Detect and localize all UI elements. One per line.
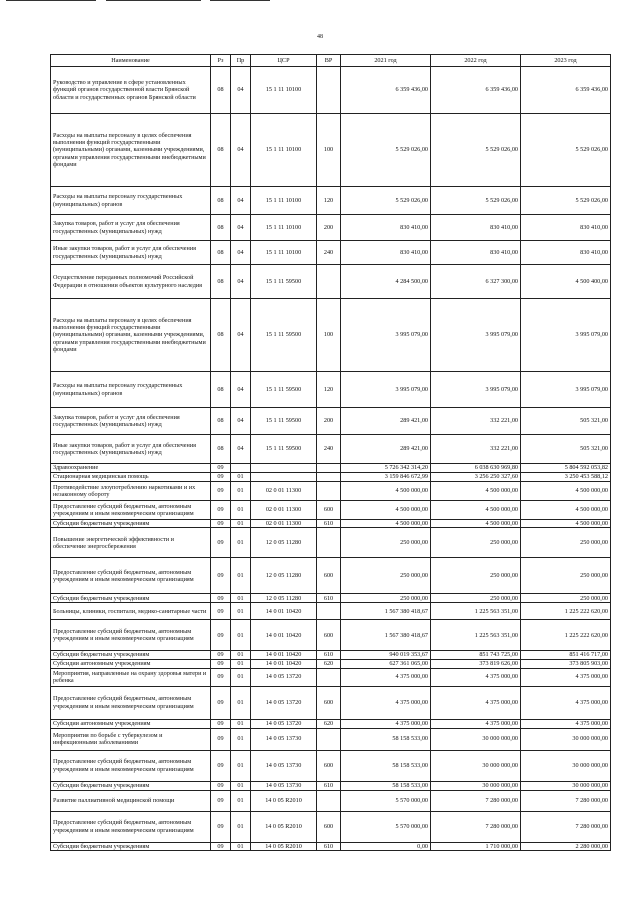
cell-rz: 09 <box>211 651 231 659</box>
cell-pr: 01 <box>231 728 251 750</box>
cell-y2022: 332 221,00 <box>431 408 521 435</box>
table-row <box>51 215 611 241</box>
table-row <box>51 501 611 520</box>
cell-name: Осуществление переданных полномочий Российской Федерации в отношении объектов культурного наследия <box>51 265 211 299</box>
cell-y2022: 830 410,00 <box>431 241 521 265</box>
col-header-2022: 2022 год <box>431 55 521 67</box>
cell-name: Закупка товаров, работ и услуг для обеспечения государственных (муниципальных) нужд <box>51 408 211 435</box>
table-row <box>51 435 611 464</box>
cell-pr: 01 <box>231 781 251 790</box>
cell-y2022: 30 000 000,00 <box>431 728 521 750</box>
cell-vr: 120 <box>317 372 341 408</box>
cell-y2021: 4 375 000,00 <box>341 668 431 686</box>
cell-pr: 04 <box>231 215 251 241</box>
cell-name: Предоставление субсидий бюджетным, автономным учреждениям и иным некоммерческим организациям <box>51 620 211 651</box>
cell-vr: 610 <box>317 594 341 603</box>
cell-pr: 01 <box>231 501 251 520</box>
cell-csr: 14 0 05 13730 <box>251 750 317 781</box>
cell-y2023: 4 375 000,00 <box>521 719 611 728</box>
cell-vr: 610 <box>317 651 341 659</box>
col-header-pr: Пр <box>231 55 251 67</box>
cell-y2023: 5 529 026,00 <box>521 114 611 187</box>
cell-rz: 09 <box>211 473 231 482</box>
cell-y2021: 4 500 000,00 <box>341 520 431 528</box>
table-row <box>51 265 611 299</box>
cell-vr: 240 <box>317 435 341 464</box>
cell-rz: 09 <box>211 842 231 850</box>
cell-y2023: 4 500 000,00 <box>521 501 611 520</box>
table-row <box>51 668 611 686</box>
cell-rz: 08 <box>211 408 231 435</box>
cell-pr: 01 <box>231 473 251 482</box>
cell-csr: 14 0 05 13720 <box>251 668 317 686</box>
table-row <box>51 299 611 372</box>
cell-y2022: 1 225 563 351,00 <box>431 620 521 651</box>
cell-y2022: 250 000,00 <box>431 558 521 594</box>
cell-y2022: 4 375 000,00 <box>431 719 521 728</box>
table-row <box>51 790 611 811</box>
cell-rz: 09 <box>211 719 231 728</box>
cell-y2023: 30 000 000,00 <box>521 781 611 790</box>
cell-rz: 09 <box>211 750 231 781</box>
cell-pr: 01 <box>231 651 251 659</box>
table-row <box>51 781 611 790</box>
cell-csr: 15 1 11 59500 <box>251 435 317 464</box>
cell-y2022: 1 710 000,00 <box>431 842 521 850</box>
cell-rz: 09 <box>211 811 231 842</box>
cell-rz: 08 <box>211 215 231 241</box>
cell-pr: 01 <box>231 668 251 686</box>
cell-vr: 610 <box>317 781 341 790</box>
cell-name: Противодействие злоупотреблению наркотиками и их незаконному обороту <box>51 482 211 501</box>
cell-rz: 09 <box>211 594 231 603</box>
cell-y2022: 7 280 000,00 <box>431 790 521 811</box>
col-header-vr: ВР <box>317 55 341 67</box>
cell-y2022: 4 500 000,00 <box>431 520 521 528</box>
cell-y2022: 4 500 000,00 <box>431 482 521 501</box>
cell-vr: 620 <box>317 659 341 668</box>
cell-pr: 04 <box>231 241 251 265</box>
cell-y2021: 4 500 000,00 <box>341 501 431 520</box>
cell-y2022: 4 500 000,00 <box>431 501 521 520</box>
cell-name: Предоставление субсидий бюджетным, автономным учреждениям и иным некоммерческим организациям <box>51 686 211 719</box>
table-row <box>51 464 611 473</box>
cell-rz: 08 <box>211 372 231 408</box>
cell-name: Субсидии бюджетным учреждениям <box>51 842 211 850</box>
cell-csr: 14 0 05 13730 <box>251 781 317 790</box>
cell-y2021: 5 726 342 314,20 <box>341 464 431 473</box>
cell-rz: 09 <box>211 482 231 501</box>
cell-rz: 08 <box>211 435 231 464</box>
cell-y2023: 505 321,00 <box>521 408 611 435</box>
scan-line <box>210 0 270 6</box>
cell-pr: 04 <box>231 435 251 464</box>
cell-pr: 04 <box>231 408 251 435</box>
cell-rz: 09 <box>211 558 231 594</box>
cell-name: Иные закупки товаров, работ и услуг для обеспечения государственных (муниципальных) нужд <box>51 241 211 265</box>
cell-y2023: 830 410,00 <box>521 241 611 265</box>
cell-y2022: 250 000,00 <box>431 528 521 558</box>
cell-y2022: 3 995 079,00 <box>431 372 521 408</box>
cell-rz: 09 <box>211 790 231 811</box>
cell-rz: 09 <box>211 603 231 620</box>
cell-name: Развитие паллиативной медицинской помощи <box>51 790 211 811</box>
cell-rz: 09 <box>211 501 231 520</box>
cell-y2022: 6 327 300,00 <box>431 265 521 299</box>
cell-vr: 600 <box>317 750 341 781</box>
page-number: 48 <box>317 34 323 40</box>
table-row <box>51 408 611 435</box>
cell-y2021: 250 000,00 <box>341 528 431 558</box>
cell-vr: 240 <box>317 241 341 265</box>
cell-y2022: 4 375 000,00 <box>431 668 521 686</box>
table-row <box>51 528 611 558</box>
cell-y2021: 58 158 533,00 <box>341 781 431 790</box>
cell-rz: 08 <box>211 241 231 265</box>
table-row <box>51 750 611 781</box>
cell-y2022: 7 280 000,00 <box>431 811 521 842</box>
cell-y2023: 3 995 079,00 <box>521 299 611 372</box>
cell-csr <box>251 464 317 473</box>
cell-y2021: 627 361 065,00 <box>341 659 431 668</box>
cell-y2023: 5 529 026,00 <box>521 187 611 215</box>
cell-y2021: 4 284 500,00 <box>341 265 431 299</box>
cell-y2023: 3 250 453 588,12 <box>521 473 611 482</box>
cell-rz: 08 <box>211 187 231 215</box>
cell-y2023: 505 321,00 <box>521 435 611 464</box>
cell-rz: 09 <box>211 659 231 668</box>
cell-rz: 09 <box>211 728 231 750</box>
cell-y2022: 250 000,00 <box>431 594 521 603</box>
cell-vr: 200 <box>317 408 341 435</box>
cell-csr: 14 0 05 13720 <box>251 686 317 719</box>
cell-pr: 04 <box>231 299 251 372</box>
cell-name: Стационарная медицинская помощь <box>51 473 211 482</box>
cell-y2022: 3 995 079,00 <box>431 299 521 372</box>
cell-name: Субсидии бюджетным учреждениям <box>51 594 211 603</box>
cell-vr: 100 <box>317 114 341 187</box>
cell-pr: 01 <box>231 558 251 594</box>
cell-rz: 09 <box>211 528 231 558</box>
cell-rz: 09 <box>211 781 231 790</box>
cell-y2023: 4 375 000,00 <box>521 668 611 686</box>
col-header-name: Наименование <box>51 55 211 67</box>
cell-name: Расходы на выплаты персоналу государственных (муниципальных) органов <box>51 187 211 215</box>
budget-table <box>50 54 611 851</box>
cell-pr: 01 <box>231 528 251 558</box>
col-header-2023: 2023 год <box>521 55 611 67</box>
table-row <box>51 603 611 620</box>
cell-y2023: 4 500 000,00 <box>521 482 611 501</box>
cell-pr: 01 <box>231 659 251 668</box>
cell-y2023: 30 000 000,00 <box>521 728 611 750</box>
table-row <box>51 558 611 594</box>
cell-rz: 08 <box>211 299 231 372</box>
cell-pr: 04 <box>231 67 251 114</box>
cell-name: Субсидии бюджетным учреждениям <box>51 651 211 659</box>
cell-csr: 14 0 05 R2010 <box>251 811 317 842</box>
cell-pr: 01 <box>231 750 251 781</box>
cell-y2022: 332 221,00 <box>431 435 521 464</box>
cell-y2023: 250 000,00 <box>521 558 611 594</box>
cell-pr: 01 <box>231 719 251 728</box>
cell-name: Больницы, клиники, госпитали, медико-санитарные части <box>51 603 211 620</box>
cell-name: Закупка товаров, работ и услуг для обеспечения государственных (муниципальных) нужд <box>51 215 211 241</box>
cell-csr: 15 1 11 10100 <box>251 187 317 215</box>
cell-name: Субсидии бюджетным учреждениям <box>51 520 211 528</box>
cell-csr: 14 0 05 13720 <box>251 719 317 728</box>
cell-pr: 04 <box>231 265 251 299</box>
cell-pr: 04 <box>231 114 251 187</box>
cell-csr: 12 0 05 11280 <box>251 558 317 594</box>
cell-vr <box>317 473 341 482</box>
cell-name: Предоставление субсидий бюджетным, автономным учреждениям и иным некоммерческим организациям <box>51 811 211 842</box>
table-row <box>51 811 611 842</box>
cell-y2021: 830 410,00 <box>341 241 431 265</box>
table-row <box>51 372 611 408</box>
cell-y2021: 1 567 380 418,67 <box>341 620 431 651</box>
cell-y2022: 6 359 436,00 <box>431 67 521 114</box>
table-row <box>51 659 611 668</box>
scan-line <box>6 0 96 6</box>
cell-pr: 01 <box>231 620 251 651</box>
scan-top-edge <box>0 0 640 12</box>
cell-rz: 09 <box>211 620 231 651</box>
cell-csr: 14 0 05 R2010 <box>251 842 317 850</box>
cell-rz: 09 <box>211 464 231 473</box>
cell-csr <box>251 473 317 482</box>
cell-csr: 15 1 11 10100 <box>251 215 317 241</box>
cell-y2023: 250 000,00 <box>521 594 611 603</box>
table-row <box>51 114 611 187</box>
cell-name: Расходы на выплаты персоналу государственных (муниципальных) органов <box>51 372 211 408</box>
cell-y2022: 30 000 000,00 <box>431 750 521 781</box>
cell-csr: 14 0 05 13730 <box>251 728 317 750</box>
table-row <box>51 842 611 850</box>
table-row <box>51 67 611 114</box>
cell-y2023: 30 000 000,00 <box>521 750 611 781</box>
cell-y2022: 6 038 630 969,80 <box>431 464 521 473</box>
cell-rz: 09 <box>211 686 231 719</box>
cell-csr: 02 0 01 11300 <box>251 482 317 501</box>
cell-y2023: 1 225 222 620,00 <box>521 603 611 620</box>
cell-vr: 610 <box>317 842 341 850</box>
table-row <box>51 686 611 719</box>
cell-y2022: 4 375 000,00 <box>431 686 521 719</box>
col-header-2021: 2021 год <box>341 55 431 67</box>
cell-rz: 08 <box>211 265 231 299</box>
cell-y2021: 940 019 353,67 <box>341 651 431 659</box>
cell-csr: 15 1 11 59500 <box>251 372 317 408</box>
cell-csr: 15 1 11 10100 <box>251 241 317 265</box>
cell-name: Иные закупки товаров, работ и услуг для обеспечения государственных (муниципальных) нужд <box>51 435 211 464</box>
cell-vr <box>317 67 341 114</box>
cell-y2021: 289 421,00 <box>341 435 431 464</box>
cell-name: Субсидии автономным учреждениям <box>51 719 211 728</box>
cell-pr: 04 <box>231 372 251 408</box>
cell-name: Предоставление субсидий бюджетным, автономным учреждениям и иным некоммерческим организациям <box>51 750 211 781</box>
cell-y2021: 289 421,00 <box>341 408 431 435</box>
cell-y2021: 4 375 000,00 <box>341 719 431 728</box>
cell-vr <box>317 603 341 620</box>
cell-name: Предоставление субсидий бюджетным, автономным учреждениям и иным некоммерческим организациям <box>51 501 211 520</box>
cell-pr: 01 <box>231 686 251 719</box>
table-header-row <box>51 55 611 67</box>
cell-y2022: 830 410,00 <box>431 215 521 241</box>
cell-vr: 600 <box>317 501 341 520</box>
cell-vr: 620 <box>317 719 341 728</box>
cell-pr: 01 <box>231 811 251 842</box>
table-row <box>51 728 611 750</box>
table-row <box>51 651 611 659</box>
cell-y2023: 1 225 222 620,00 <box>521 620 611 651</box>
cell-y2021: 250 000,00 <box>341 558 431 594</box>
cell-y2023: 250 000,00 <box>521 528 611 558</box>
cell-vr: 200 <box>317 215 341 241</box>
cell-csr: 02 0 01 11300 <box>251 501 317 520</box>
cell-name: Мероприятия по борьбе с туберкулезом и инфекционными заболеваниями <box>51 728 211 750</box>
cell-csr: 14 0 01 10420 <box>251 620 317 651</box>
cell-y2022: 5 529 026,00 <box>431 114 521 187</box>
cell-y2022: 1 225 563 351,00 <box>431 603 521 620</box>
cell-vr: 100 <box>317 299 341 372</box>
cell-name: Субсидии автономным учреждениям <box>51 659 211 668</box>
table-row <box>51 594 611 603</box>
table-row <box>51 520 611 528</box>
cell-vr <box>317 265 341 299</box>
cell-y2022: 3 256 250 327,60 <box>431 473 521 482</box>
cell-y2023: 7 280 000,00 <box>521 790 611 811</box>
table-row <box>51 241 611 265</box>
table-row <box>51 473 611 482</box>
cell-y2022: 851 743 725,00 <box>431 651 521 659</box>
cell-y2021: 4 375 000,00 <box>341 686 431 719</box>
cell-pr: 04 <box>231 187 251 215</box>
cell-vr <box>317 482 341 501</box>
cell-y2021: 0,00 <box>341 842 431 850</box>
cell-vr: 600 <box>317 686 341 719</box>
cell-csr: 02 0 01 11300 <box>251 520 317 528</box>
cell-vr: 120 <box>317 187 341 215</box>
cell-y2023: 4 500 400,00 <box>521 265 611 299</box>
cell-rz: 09 <box>211 520 231 528</box>
cell-name: Расходы на выплаты персоналу в целях обеспечения выполнения функций государственными (муниципальными) органами, казенными учреждениями, органами управления государственными внебюджетными фондами <box>51 299 211 372</box>
cell-vr <box>317 728 341 750</box>
cell-y2023: 5 804 592 053,82 <box>521 464 611 473</box>
cell-y2021: 4 500 000,00 <box>341 482 431 501</box>
cell-y2021: 3 159 846 672,99 <box>341 473 431 482</box>
table-row <box>51 482 611 501</box>
cell-rz: 08 <box>211 67 231 114</box>
cell-y2022: 373 819 626,00 <box>431 659 521 668</box>
table-row <box>51 187 611 215</box>
cell-y2023: 851 416 717,00 <box>521 651 611 659</box>
cell-pr: 01 <box>231 603 251 620</box>
cell-csr: 14 0 01 10420 <box>251 651 317 659</box>
cell-vr <box>317 668 341 686</box>
cell-y2022: 30 000 000,00 <box>431 781 521 790</box>
cell-y2023: 3 995 079,00 <box>521 372 611 408</box>
cell-y2021: 58 158 533,00 <box>341 750 431 781</box>
cell-csr: 12 0 05 11280 <box>251 594 317 603</box>
col-header-csr: ЦСР <box>251 55 317 67</box>
cell-y2021: 1 567 380 418,67 <box>341 603 431 620</box>
cell-y2023: 4 500 000,00 <box>521 520 611 528</box>
table-row <box>51 719 611 728</box>
cell-name: Мероприятия, направленные на охрану здоровья матери и ребенка <box>51 668 211 686</box>
cell-y2021: 3 995 079,00 <box>341 299 431 372</box>
cell-y2021: 6 359 436,00 <box>341 67 431 114</box>
cell-pr: 01 <box>231 790 251 811</box>
cell-csr: 12 0 05 11280 <box>251 528 317 558</box>
cell-pr: 01 <box>231 482 251 501</box>
cell-y2023: 4 375 000,00 <box>521 686 611 719</box>
cell-rz: 09 <box>211 668 231 686</box>
cell-y2021: 58 158 533,00 <box>341 728 431 750</box>
cell-vr: 610 <box>317 520 341 528</box>
cell-y2023: 6 359 436,00 <box>521 67 611 114</box>
cell-csr: 15 1 11 10100 <box>251 67 317 114</box>
cell-csr: 15 1 11 59500 <box>251 265 317 299</box>
cell-pr: 01 <box>231 520 251 528</box>
scan-line <box>106 0 201 6</box>
cell-y2021: 250 000,00 <box>341 594 431 603</box>
cell-y2022: 5 529 026,00 <box>431 187 521 215</box>
cell-vr <box>317 464 341 473</box>
cell-name: Субсидии бюджетным учреждениям <box>51 781 211 790</box>
table-row <box>51 620 611 651</box>
cell-y2023: 7 280 000,00 <box>521 811 611 842</box>
cell-y2021: 5 529 026,00 <box>341 114 431 187</box>
cell-name: Предоставление субсидий бюджетным, автономным учреждениям и иным некоммерческим организациям <box>51 558 211 594</box>
cell-vr <box>317 528 341 558</box>
cell-csr: 14 0 05 R2010 <box>251 790 317 811</box>
cell-csr: 15 1 11 59500 <box>251 408 317 435</box>
cell-y2021: 3 995 079,00 <box>341 372 431 408</box>
cell-y2023: 373 805 903,00 <box>521 659 611 668</box>
cell-pr: 01 <box>231 842 251 850</box>
cell-rz: 08 <box>211 114 231 187</box>
cell-csr: 14 0 01 10420 <box>251 659 317 668</box>
cell-vr: 600 <box>317 620 341 651</box>
cell-csr: 14 0 01 10420 <box>251 603 317 620</box>
cell-y2021: 830 410,00 <box>341 215 431 241</box>
cell-vr <box>317 790 341 811</box>
cell-vr: 600 <box>317 811 341 842</box>
cell-csr: 15 1 11 59500 <box>251 299 317 372</box>
cell-pr <box>231 464 251 473</box>
cell-name: Руководство и управление в сфере установленных функций органов государственной власти Брянской области и государственных органов Брянской области <box>51 67 211 114</box>
cell-name: Расходы на выплаты персоналу в целях обеспечения выполнения функций государственными (муниципальными) органами, казенными учреждениями, органами управления государственными внебюджетными фондами <box>51 114 211 187</box>
cell-name: Здравоохранение <box>51 464 211 473</box>
col-header-rz: Рз <box>211 55 231 67</box>
cell-pr: 01 <box>231 594 251 603</box>
cell-y2021: 5 529 026,00 <box>341 187 431 215</box>
cell-name: Повышение энергетической эффективности и обеспечение энергосбережения <box>51 528 211 558</box>
cell-y2023: 830 410,00 <box>521 215 611 241</box>
cell-csr: 15 1 11 10100 <box>251 114 317 187</box>
cell-vr: 600 <box>317 558 341 594</box>
cell-y2021: 5 570 000,00 <box>341 811 431 842</box>
cell-y2023: 2 280 000,00 <box>521 842 611 850</box>
cell-y2021: 5 570 000,00 <box>341 790 431 811</box>
